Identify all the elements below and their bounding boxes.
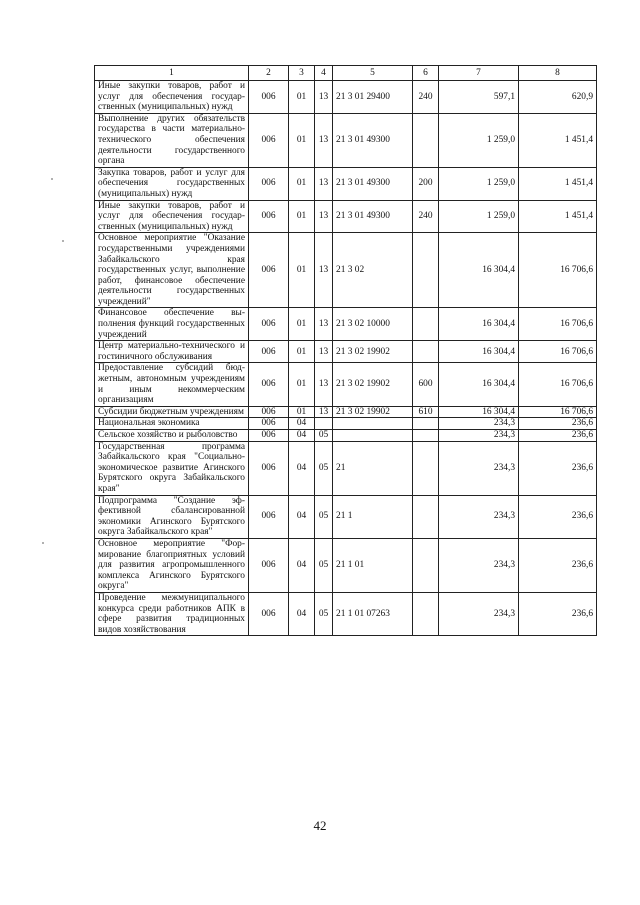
row-code-subsection: 05 [315,538,333,592]
row-code-target: 21 3 02 10000 [333,308,413,341]
row-amount-year1: 234,3 [439,418,519,430]
table-row [95,592,597,635]
row-amount-year1: 1 259,0 [439,167,519,200]
row-amount-year2: 236,6 [519,592,597,635]
row-code-expense [413,233,439,308]
row-code-subsection: 13 [315,233,333,308]
row-code-subsection: 13 [315,341,333,363]
row-code-section: 01 [289,200,315,233]
row-name: Закупка товаров, работ и услуг для обеспечения государственных (муниципальных) нужд [95,167,249,200]
row-code-subsection: 13 [315,363,333,406]
row-amount-year1: 234,3 [439,495,519,538]
table-row [95,200,597,233]
row-code-expense: 600 [413,363,439,406]
row-code-subsection: 13 [315,406,333,418]
row-name: Финансовое обеспечение выполнения функций государственных учреждений [95,308,249,341]
row-code-subsection: 13 [315,200,333,233]
row-code-subsection: 05 [315,441,333,495]
row-code-target: 21 1 [333,495,413,538]
row-code-expense [413,495,439,538]
table-row [95,167,597,200]
row-code-expense: 240 [413,200,439,233]
row-name: Государственная программа Забайкальского края "Социально-экономическое развитие Агинского Бурятского округа Забайкальского края" [95,441,249,495]
row-amount-year2: 1 451,4 [519,200,597,233]
row-code-admin: 006 [249,81,289,114]
row-amount-year2: 16 706,6 [519,406,597,418]
row-code-admin: 006 [249,113,289,167]
table-row [95,441,597,495]
row-code-section: 01 [289,341,315,363]
row-amount-year1: 597,1 [439,81,519,114]
table-row [95,430,597,442]
row-amount-year2: 1 451,4 [519,113,597,167]
table-row [95,341,597,363]
row-amount-year1: 1 259,0 [439,113,519,167]
row-code-subsection: 13 [315,308,333,341]
row-name: Сельское хозяйство и рыболовство [95,430,249,442]
row-amount-year2: 16 706,6 [519,233,597,308]
table-row [95,495,597,538]
row-name: Предоставление субсидий бюджетным, автономным учреждениям и иным некоммерческим организациям [95,363,249,406]
row-code-section: 01 [289,113,315,167]
row-amount-year2: 236,6 [519,495,597,538]
table-row [95,538,597,592]
row-code-target: 21 1 01 [333,538,413,592]
scan-speck [51,178,53,180]
row-amount-year2: 16 706,6 [519,363,597,406]
row-code-subsection: 13 [315,81,333,114]
row-code-section: 01 [289,233,315,308]
row-code-section: 01 [289,81,315,114]
row-code-expense [413,592,439,635]
row-code-section: 04 [289,441,315,495]
table-row [95,81,597,114]
row-code-target: 21 3 01 29400 [333,81,413,114]
row-code-section: 04 [289,592,315,635]
scan-speck [62,240,64,242]
table-row [95,308,597,341]
page-number: 42 [313,818,327,833]
row-name: Иные закупки товаров, работ и услуг для обеспечения государственных (муниципальных) нужд [95,81,249,114]
row-code-expense: 610 [413,406,439,418]
row-amount-year1: 234,3 [439,441,519,495]
row-code-section: 04 [289,430,315,442]
row-amount-year2: 620,9 [519,81,597,114]
table-header-row [95,66,597,81]
row-amount-year2: 16 706,6 [519,308,597,341]
row-amount-year2: 236,6 [519,418,597,430]
row-code-admin: 006 [249,495,289,538]
row-name: Подпрограмма "Создание эффективной сбалансированной экономики Агинского Бурятского округа Забайкальского края" [95,495,249,538]
table-row [95,406,597,418]
row-code-expense [413,341,439,363]
row-code-section: 01 [289,308,315,341]
row-code-section: 04 [289,418,315,430]
row-code-expense [413,441,439,495]
header-col-4: 4 [315,66,333,81]
row-code-expense [413,430,439,442]
row-code-expense [413,308,439,341]
row-code-target [333,418,413,430]
header-col-5: 5 [333,66,413,81]
row-code-target: 21 3 02 19902 [333,341,413,363]
table-row [95,363,597,406]
row-code-admin: 006 [249,406,289,418]
header-col-3: 3 [289,66,315,81]
row-name: Иные закупки товаров, работ и услуг для обеспечения государственных (муниципальных) нужд [95,200,249,233]
table-row [95,113,597,167]
row-code-target: 21 3 02 19902 [333,363,413,406]
row-amount-year1: 16 304,4 [439,233,519,308]
row-name: Проведение межмуниципального конкурса среди работников АПК в сфере развития традиционных видов хозяйствования [95,592,249,635]
row-amount-year1: 16 304,4 [439,341,519,363]
row-code-target: 21 1 01 07263 [333,592,413,635]
header-col-2: 2 [249,66,289,81]
row-code-admin: 006 [249,441,289,495]
header-col-1: 1 [95,66,249,81]
row-code-subsection: 05 [315,430,333,442]
row-code-expense: 240 [413,81,439,114]
row-amount-year2: 236,6 [519,441,597,495]
row-code-subsection: 13 [315,167,333,200]
row-name: Субсидии бюджетным учреждениям [95,406,249,418]
row-code-target [333,430,413,442]
row-amount-year1: 234,3 [439,538,519,592]
header-col-7: 7 [439,66,519,81]
row-amount-year1: 1 259,0 [439,200,519,233]
row-amount-year2: 1 451,4 [519,167,597,200]
row-code-section: 04 [289,495,315,538]
row-code-target: 21 3 01 49300 [333,200,413,233]
row-amount-year1: 16 304,4 [439,308,519,341]
table-body [95,81,597,636]
row-code-admin: 006 [249,538,289,592]
row-code-expense [413,113,439,167]
header-col-8: 8 [519,66,597,81]
row-code-admin: 006 [249,308,289,341]
row-name: Основное мероприятие "Оказание государственными учреждениями Забайкальского края государственных услуг, выполнение работ, финансовое обеспечение деятельности государственных учреждений" [95,233,249,308]
row-code-section: 01 [289,406,315,418]
row-code-admin: 006 [249,341,289,363]
row-code-subsection: 13 [315,113,333,167]
row-code-subsection: 05 [315,495,333,538]
row-code-admin: 006 [249,418,289,430]
row-code-admin: 006 [249,592,289,635]
row-name: Выполнение других обязательств государства в части материально-технического обеспечения деятельности государственного органа [95,113,249,167]
row-amount-year2: 236,6 [519,538,597,592]
budget-table [94,65,597,636]
row-name: Национальная экономика [95,418,249,430]
row-amount-year1: 16 304,4 [439,363,519,406]
row-code-admin: 006 [249,200,289,233]
header-col-6: 6 [413,66,439,81]
scan-speck [42,542,44,544]
row-amount-year1: 234,3 [439,592,519,635]
table-row [95,418,597,430]
row-code-target: 21 3 02 [333,233,413,308]
row-amount-year2: 236,6 [519,430,597,442]
row-code-target: 21 [333,441,413,495]
row-code-expense [413,418,439,430]
row-code-target: 21 3 01 49300 [333,113,413,167]
row-code-subsection [315,418,333,430]
row-code-expense [413,538,439,592]
row-name: Центр материально-технического и гостиничного обслуживания [95,341,249,363]
row-code-expense: 200 [413,167,439,200]
row-code-target: 21 3 01 49300 [333,167,413,200]
table-row [95,233,597,308]
row-code-section: 01 [289,363,315,406]
row-code-section: 04 [289,538,315,592]
row-amount-year2: 16 706,6 [519,341,597,363]
row-code-admin: 006 [249,167,289,200]
row-code-subsection: 05 [315,592,333,635]
row-code-admin: 006 [249,363,289,406]
row-code-target: 21 3 02 19902 [333,406,413,418]
row-code-section: 01 [289,167,315,200]
row-code-admin: 006 [249,430,289,442]
row-amount-year1: 16 304,4 [439,406,519,418]
row-code-admin: 006 [249,233,289,308]
row-amount-year1: 234,3 [439,430,519,442]
row-name: Основное мероприятие "Формирование благоприятных условий для развития агропромышленного комплекса Агинского Бурятского округа" [95,538,249,592]
